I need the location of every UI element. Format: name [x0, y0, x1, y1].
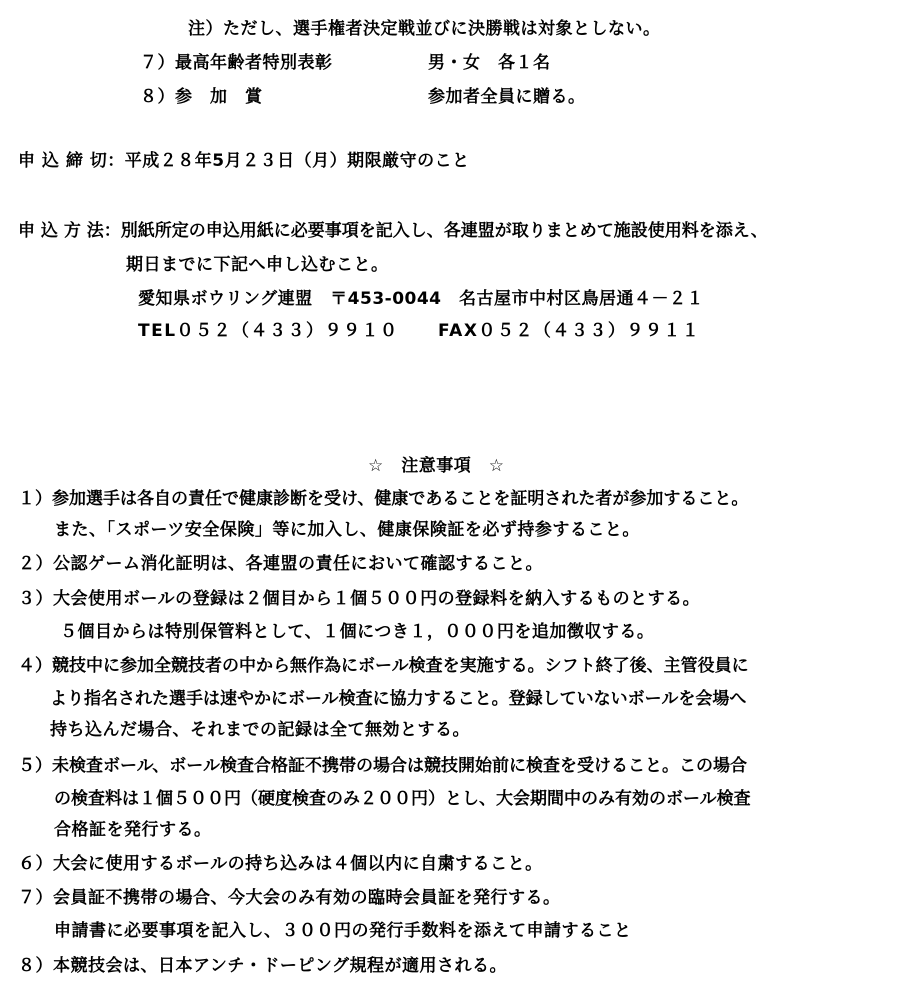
- method-row: [18, 220, 768, 242]
- note-3-line-1: ３）大会使用ボールの登録は２個目から１個５００円の登録料を納入するものとする。: [18, 589, 701, 609]
- federation-address: 愛知県ボウリング連盟 〒453-0044 名古屋市中村区鳥居通４－２１: [138, 289, 705, 309]
- method-line-2: 期日までに下記へ申し込むこと。: [126, 255, 389, 275]
- item-7-label: ７）最高年齢者特別表彰: [140, 53, 333, 73]
- notes-heading: ☆ 注意事項 ☆: [368, 456, 505, 476]
- note-4-line-3: 持ち込んだ場合、それまでの記録は全て無効とする。: [50, 720, 470, 740]
- exclusion-note: 注）ただし、選手権者決定戦並びに決勝戦は対象としない。: [188, 19, 661, 39]
- item-8-value: 参加者全員に贈る。: [428, 87, 586, 107]
- note-8: ８）本競技会は、日本アンチ・ドーピング規程が適用される。: [18, 956, 507, 976]
- note-4-line-1: ４）競技中に参加全競技者の中から無作為にボール検査を実施する。シフト終了後、主管役員に: [18, 656, 749, 676]
- note-5-line-3: 合格証を発行する。: [54, 820, 212, 840]
- method-line-1: 別紙所定の申込用紙に必要事項を記入し、各連盟が取りまとめて施設使用料を添え、: [120, 221, 768, 241]
- note-2: ２）公認ゲーム消化証明は、各連盟の責任において確認すること。: [18, 554, 543, 574]
- item-7-value: 男・女 各１名: [428, 53, 551, 73]
- deadline-row: [18, 150, 470, 172]
- note-5-line-1: ５）未検査ボール、ボール検査合格証不携帯の場合は競技開始前に検査を受けること。この場合: [18, 756, 747, 776]
- contact-row: [138, 320, 700, 342]
- note-7-line-2: 申請書に必要事項を記入し、３００円の発行手数料を添えて申請すること: [54, 921, 632, 941]
- note-3-line-2: ５個目からは特別保管料として、１個につき１，０００円を追加徴収する。: [60, 622, 655, 642]
- item-8-label: ８）参 加 賞: [140, 87, 263, 107]
- note-6: ６）大会に使用するボールの持ち込みは４個以内に自粛すること。: [18, 854, 543, 874]
- item-7-row: [140, 52, 551, 74]
- item-8-row: [140, 86, 586, 108]
- deadline-value: 平成２８年5月２３日（月）期限厳守のこと: [124, 151, 470, 171]
- note-4-line-2: より指名された選手は速やかにボール検査に協力すること。登録していないボールを会場へ: [50, 689, 747, 709]
- fax-number: FAX０５２（４３３）９９１１: [438, 321, 701, 341]
- tel-number: TEL０５２（４３３）９９１０: [138, 321, 399, 341]
- deadline-label: 申 込 締 切：: [18, 151, 125, 171]
- method-label: 申 込 方 法：: [18, 221, 121, 241]
- note-1-line-1: １）参加選手は各自の責任で健康診断を受け、健康であることを証明された者が参加すること。: [18, 489, 749, 509]
- note-7-line-1: ７）会員証不携帯の場合、今大会のみ有効の臨時会員証を発行する。: [18, 888, 561, 908]
- note-5-line-2: の検査料は１個５００円（硬度検査のみ２００円）とし、大会期間中のみ有効のボール検査: [54, 789, 751, 809]
- note-1-line-2: また、「スポーツ安全保険」等に加入し、健康保険証を必ず持参すること。: [54, 520, 640, 540]
